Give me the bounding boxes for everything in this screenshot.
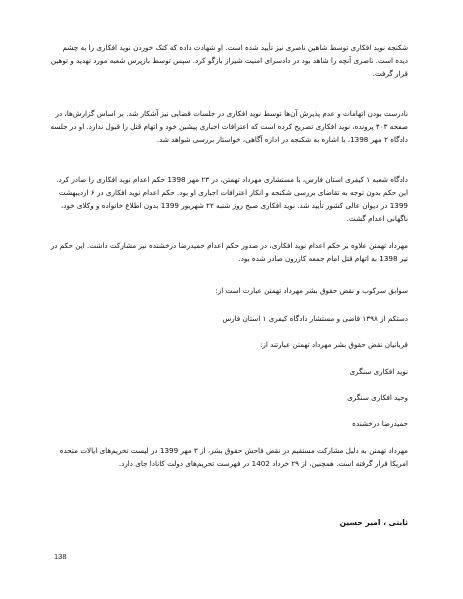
victim-item [50, 417, 408, 430]
record-item [50, 312, 408, 325]
author-name: ثابتی ، امیر حسین [339, 518, 408, 527]
paragraph-naseri-testimony [50, 41, 408, 80]
record-heading [50, 284, 408, 297]
victim-item [50, 365, 408, 378]
paragraph-text: مهرداد تهمتن علاوه بر حکم اعدام نوید افکاری، در صدور حکم اعدام حمیدرضا درخشنده نیز مشارکت داشت. این حکم در تیر 1398 به اتهام قتل امام جمعه کازرون صادر شده بود. [50, 241, 408, 263]
paragraph-text: مهرداد تهمتن به دلیل مشارکت مستقیم در نقض فاحش حقوق بشر، از ۳ مهر 1399 در لیست تحریم‌های ایالات متحده امریکا قرار گرفته است. همچنین، از ۲۹ خرداد 1402 در فهرست تحریم‌های دولت کانادا جای دارد. [59, 446, 408, 468]
paragraph-text: نوید افکاری سنگری [349, 367, 408, 376]
paragraph-text: قربانیان نقض حقوق بشر مهرداد تهمتن عبارتند از: [260, 340, 408, 349]
paragraph-darakhshandeh-case [50, 239, 408, 265]
paragraph-text: وحید افکاری سنگری [347, 393, 408, 402]
victims-heading [50, 338, 408, 351]
paragraph-text: نادرست بودن اتهامات و عدم پذیرش آن‌ها توسط نوید افکاری در جلسات قضایی نیز آشکار شد. بر اساس گزارش‌ها، در صفحه ۴۰۳ پرونده، نوید افکاری تصریح کرده است که اعترافات اجباری پیشین خود و اتهام قتل را قبول ندارد. او در جلسه دادگاه ۲ مهر 1398، با اشاره به شکنجه در اداره آگاهی، خواستار بررسی شواهد شد. [50, 109, 408, 144]
victim-item [50, 391, 408, 404]
paragraph-text: حمیدرضا درخشنده [352, 419, 408, 428]
paragraph-text: دادگاه شعبه ۱ کیفری استان فارس، با مستشاری مهرداد تهمتن، در ۲۳ مهر 1398 حکم اعدام نوید افکاری را صادر کرد. این حکم بدون توجه به تقاضای بررسی شکنجه و انکار اعترافات اجباری او بود. حکم اعدام نوید افکاری در ۶ اردیبهشت 1399 در دیوان عالی کشور تأیید شد. نوید افکاری صبح روز شنبه ۲۲ شهریور 1399 بدون اطلاع خانواده و وکلای خود، ناگهانی اعدام گشت. [56, 175, 408, 223]
paragraph-text: شکنجه نوید افکاری توسط شاهین ناصری نیز تأیید شده است. او شهادت داده که کتک خوردن نوید افکاری را به چشم دیده است. ناصری آنچه را شاهد بود در دادسرای امنیت شیراز بازگو کرد. سپس توسط بازپرس شعبه مورد تهدید و توهین قرار گرفت. [50, 43, 408, 78]
paragraph-text: سوابق سرکوب و نقض حقوق بشر مهرداد تهمتن عبارت است از: [215, 286, 408, 295]
paragraph-text: دستکم از ۱۳۹۸ قاضی و مستشار دادگاه کیفری ۱ استان فارس [222, 314, 408, 323]
paragraph-sanctions [50, 444, 408, 470]
page-number: 138 [54, 552, 67, 561]
paragraph-rejected-charges [50, 107, 408, 146]
paragraph-death-sentence [50, 173, 408, 225]
